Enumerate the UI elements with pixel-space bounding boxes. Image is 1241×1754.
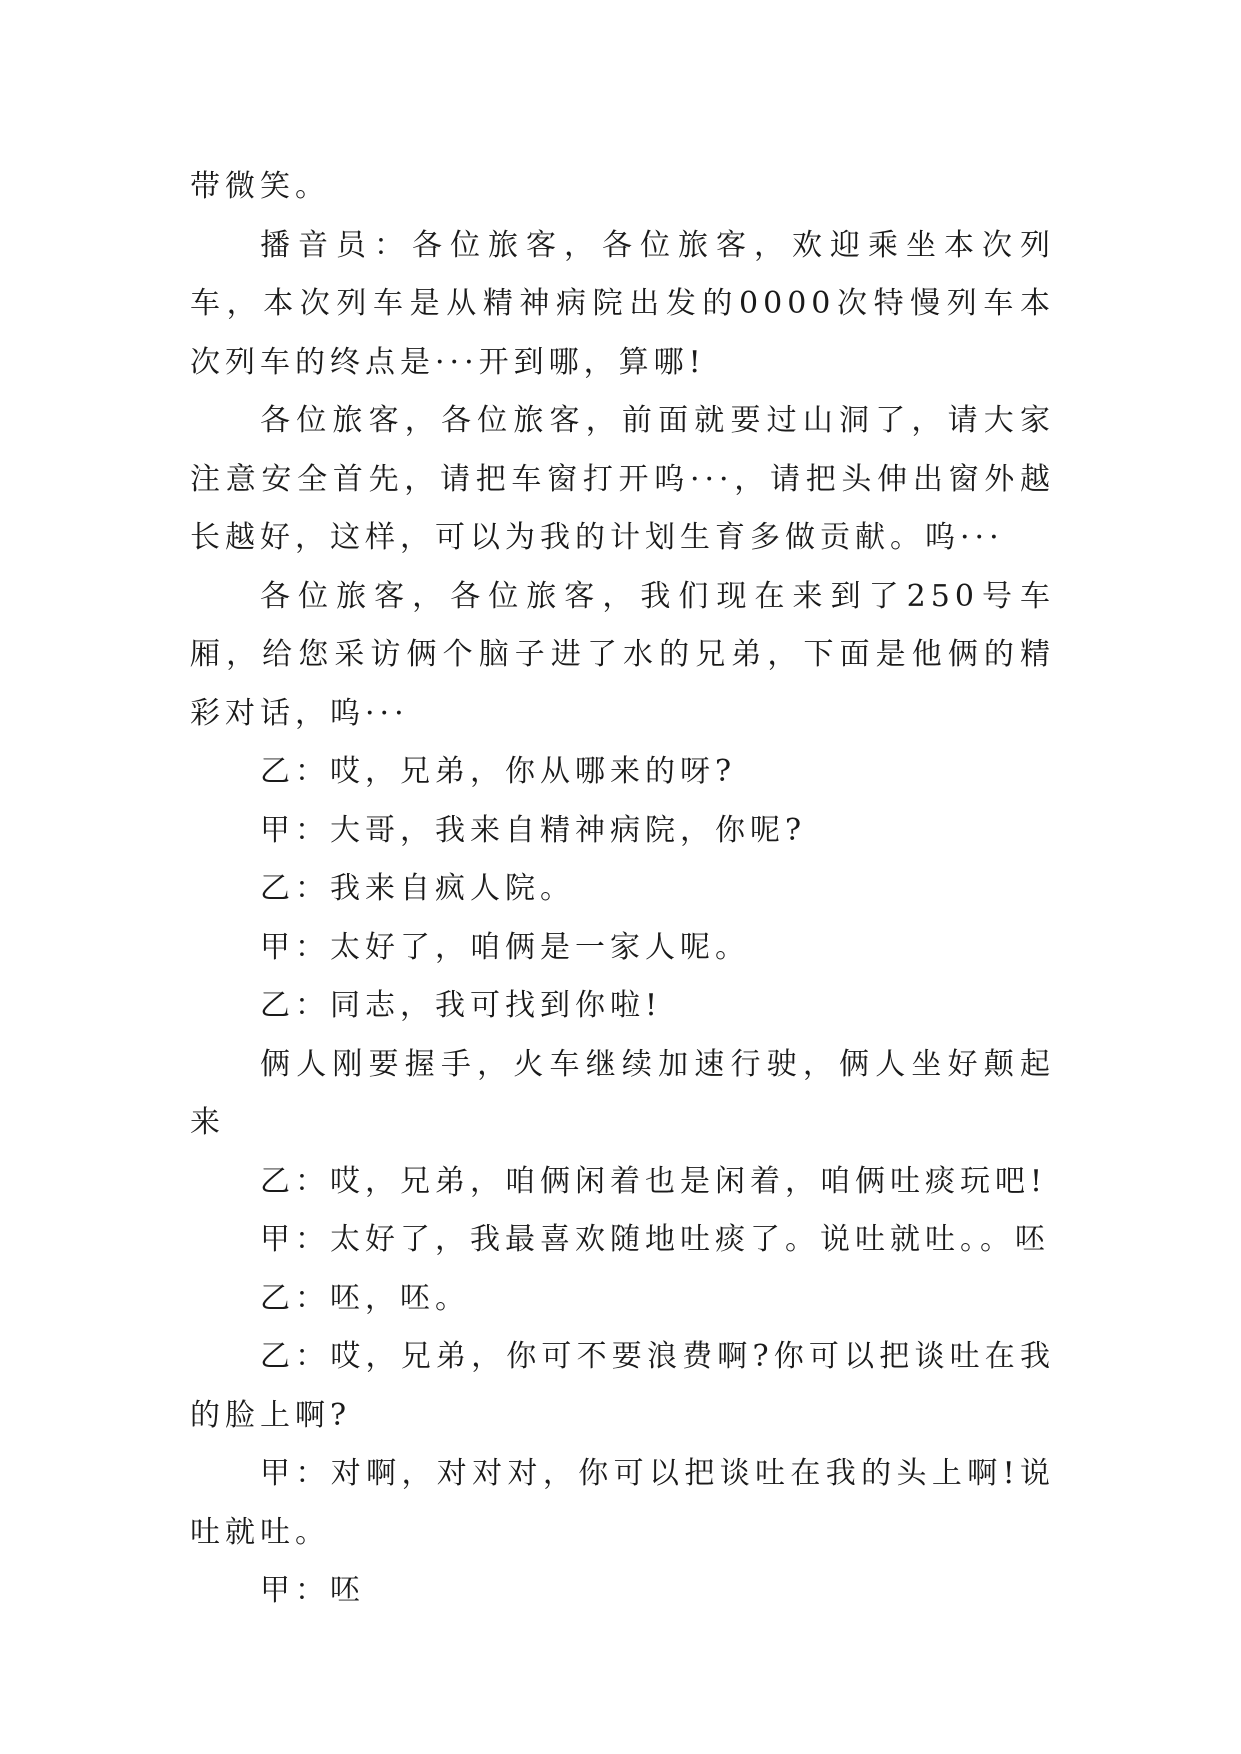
dialogue-line: 甲：太好了，我最喜欢随地吐痰了。说吐就吐。。呸 xyxy=(260,1222,1050,1257)
dialogue-line: 乙：哎，兄弟，你从哪来的呀? xyxy=(260,754,737,789)
dialogue-line: 甲：太好了，咱俩是一家人呢。 xyxy=(260,929,750,965)
dialogue-line: 乙：我来自疯人院。 xyxy=(260,871,575,906)
dialogue-line: 乙：呸，呸。 xyxy=(260,1280,470,1316)
dialogue-line: 乙：同志，我可找到你啦! xyxy=(260,988,663,1023)
paragraph: 各位旅客，各位旅客，我们现在来到了250号车厢，给您采访俩个脑子进了水的兄弟，下面是他俩的精彩对话，呜··· xyxy=(190,578,1055,731)
paragraph: 各位旅客，各位旅客，前面就要过山洞了，请大家注意安全首先，请把车窗打开呜···，请把头伸出窗外越长越好，这样，可以为我的计划生育多做贡献。呜··· xyxy=(190,403,1055,555)
document-body xyxy=(190,158,1055,1621)
dialogue-line: 甲：对啊，对对对，你可以把谈吐在我的头上啊!说吐就吐。 xyxy=(190,1456,1055,1550)
paragraph: 带微笑。 xyxy=(190,169,330,204)
dialogue-line: 乙：哎，兄弟，你可不要浪费啊?你可以把谈吐在我的脸上啊? xyxy=(190,1339,1055,1433)
dialogue-line: 乙：哎，兄弟，咱俩闲着也是闲着，咱俩吐痰玩吧! xyxy=(260,1163,1048,1199)
dialogue-line: 甲：大哥，我来自精神病院，你呢? xyxy=(260,812,807,848)
stage-direction: 俩人刚要握手，火车继续加速行驶，俩人坐好颠起来 xyxy=(190,1046,1055,1140)
dialogue-line: 甲：呸 xyxy=(260,1573,365,1608)
paragraph: 播音员：各位旅客，各位旅客，欢迎乘坐本次列车，本次列车是从精神病院出发的0000次特慢列车本次列车的终点是···开到哪，算哪! xyxy=(190,227,1055,380)
